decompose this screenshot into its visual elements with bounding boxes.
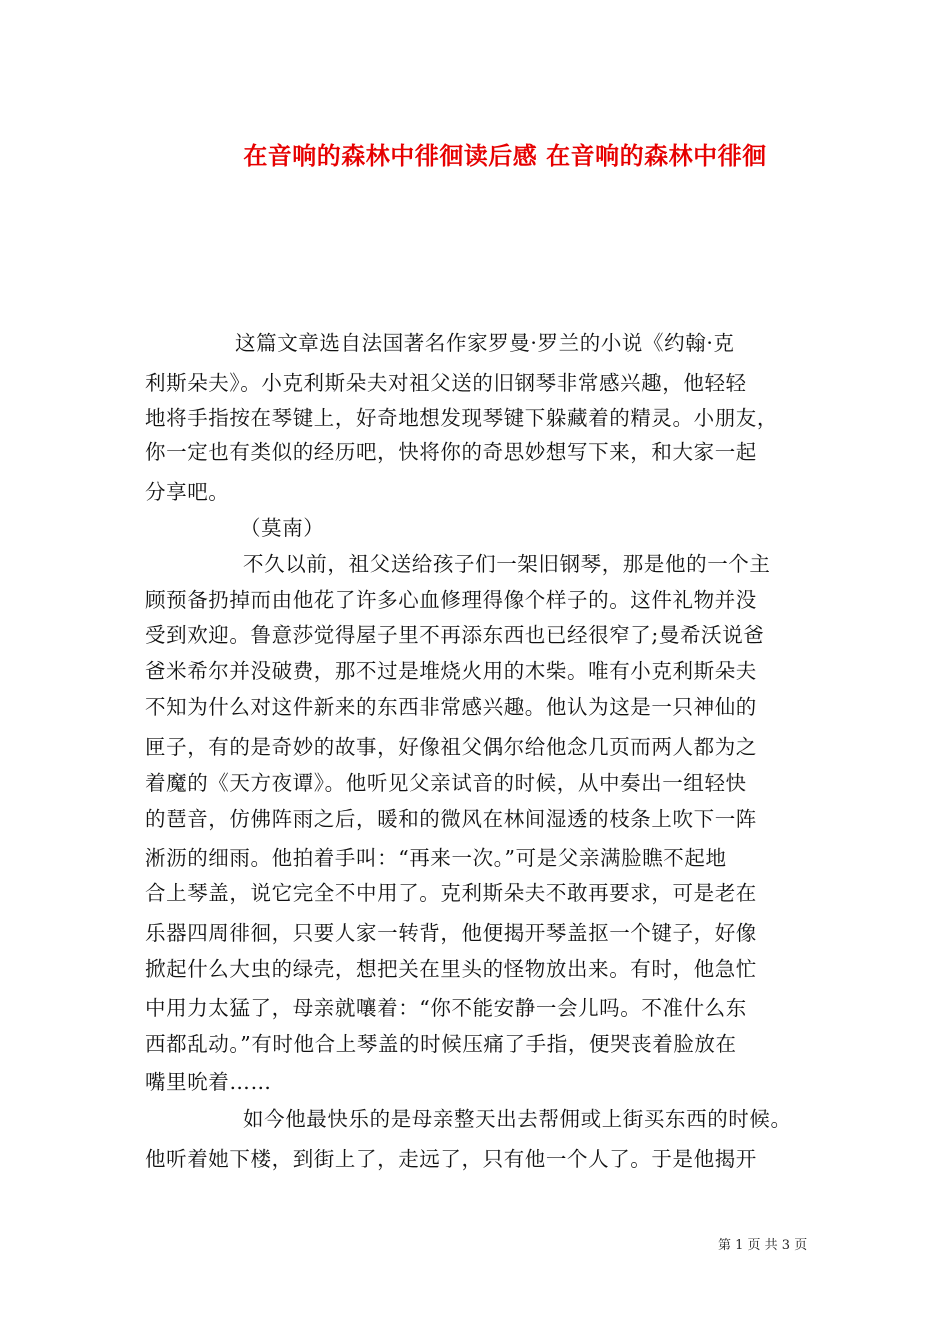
text-line: 你一定也有类似的经历吧，快将你的奇思妙想写下来，和大家一起 (145, 440, 757, 464)
text-line: 合上琴盖，说它完全不中用了。克利斯朵夫不敢再要求，可是老在 (145, 881, 757, 905)
text-line: 西都乱动。”有时他合上琴盖的时候压痛了手指，便哭丧着脸放在 (145, 1032, 737, 1056)
text-line: 淅沥的细雨。他拍着手叫：“再来一次。”可是父亲满脸瞧不起地 (145, 846, 727, 870)
text-line: 掀起什么大虫的绿壳，想把关在里头的怪物放出来。有时，他急忙 (145, 957, 757, 981)
text-line: 利斯朵夫》。小克利斯朵夫对祖父送的旧钢琴非常感兴趣，他轻轻 (145, 371, 747, 395)
text-line: 受到欢迎。鲁意莎觉得屋子里不再添东西也已经很窄了;曼希沃说爸 (145, 623, 765, 647)
text-line: 嘴里吮着…… (145, 1070, 272, 1094)
text-line: 的琶音，仿佛阵雨之后，暖和的微风在林间湿透的枝条上吹下一阵 (145, 807, 757, 831)
text-line: 不知为什么对这件新来的东西非常感兴趣。他认为这是一只神仙的 (145, 695, 757, 719)
text-line: 顾预备扔掉而由他花了许多心血修理得像个样子的。这件礼物并没 (145, 588, 757, 612)
text-line: 分享吧。 (145, 480, 230, 504)
text-line: 不久以前，祖父送给孩子们一架旧钢琴，那是他的一个主 (243, 552, 771, 576)
text-line: 着魔的《天方夜谭》。他听见父亲试音的时候，从中奏出一组轻快 (145, 771, 747, 795)
text-line: 爸米希尔并没破费，那不过是堆烧火用的木柴。唯有小克利斯朵夫 (145, 659, 757, 683)
page-title: 在音响的森林中徘徊读后感 在音响的森林中徘徊 (243, 141, 767, 170)
text-line: 他听着她下楼，到街上了，走远了，只有他一个人了。于是他揭开 (145, 1147, 757, 1171)
text-line: 中用力太猛了，母亲就嚷着：“你不能安静一会儿吗。不准什么东 (145, 996, 747, 1020)
text-line: 匣子，有的是奇妙的故事，好像祖父偶尔给他念几页而两人都为之 (145, 735, 757, 759)
page-number: 第 1 页 共 3 页 (718, 1238, 808, 1253)
text-line: 如今他最快乐的是母亲整天出去帮佣或上街买东西的时候。 (243, 1107, 792, 1131)
text-line: 这篇文章选自法国著名作家罗曼·罗兰的小说《约翰·克 (235, 331, 735, 355)
text-line: 地将手指按在琴键上，好奇地想发现琴键下躲藏着的精灵。小朋友， (145, 406, 778, 430)
author-line: （莫南） (240, 516, 325, 540)
text-line: 乐器四周徘徊，只要人家一转背，他便揭开琴盖抠一个键子，好像 (145, 921, 757, 945)
